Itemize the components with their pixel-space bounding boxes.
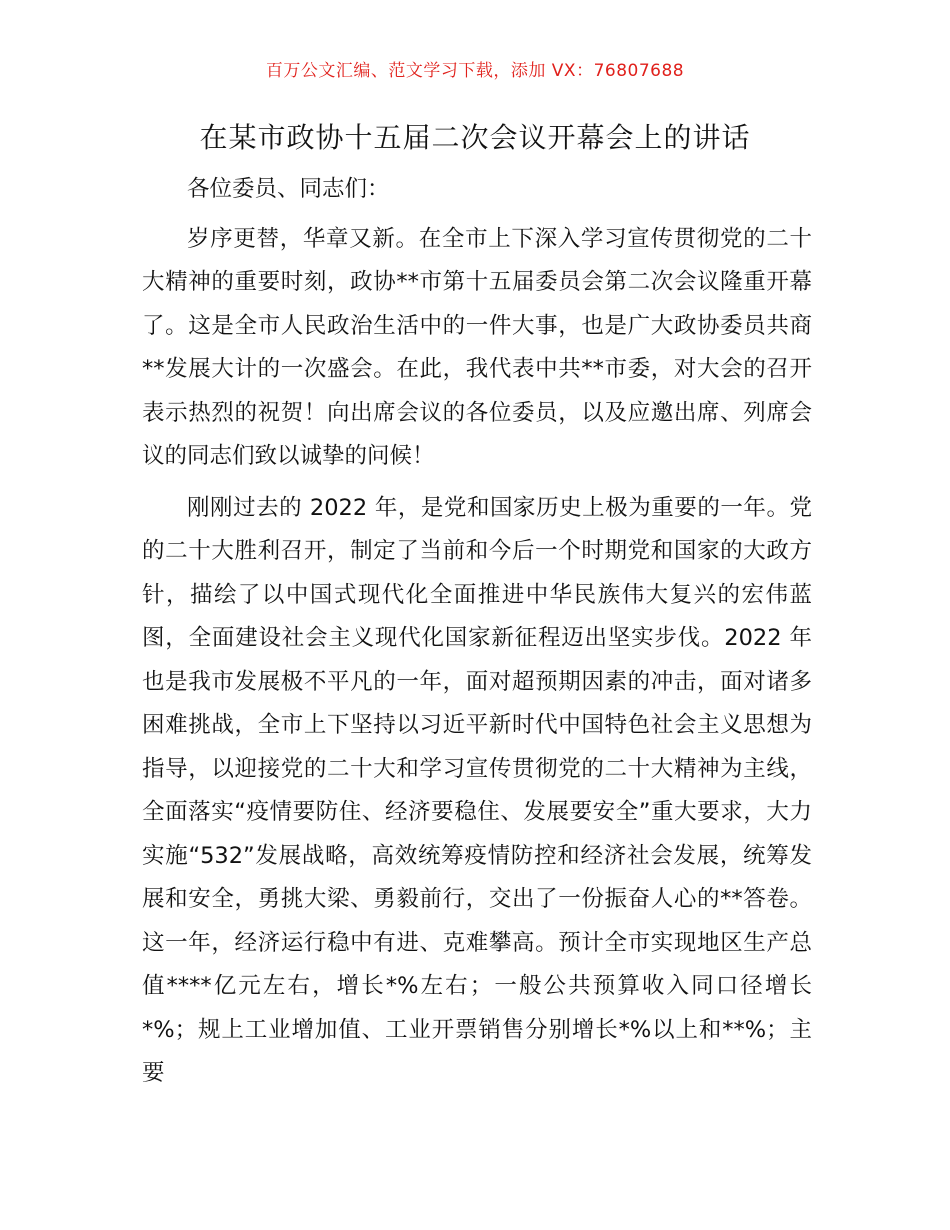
promo-header: 百万公文汇编、范文学习下载，添加 VX：76807688 [265,61,685,81]
document-title: 在某市政协十五届二次会议开幕会上的讲话 [199,121,751,154]
paragraph-2: 刚刚过去的 2022 年，是党和国家历史上极为重要的一年。党的二十大胜利召开，制定了当前和今后一个时期党和国家的大政方针，描绘了以中国式现代化全面推进中华民族伟大复兴的宏伟蓝图，全面建设社会主义现代化国家新征程迈出坚实步伐。2022 年也是我市发展极不平凡的一年，面对超预期因素的冲击，面对诸多困难挑战，全市上下坚持以习近平新时代中国特色社会主义思想为指导，以迎接党的二十大和学习宣传贯彻党的二十大精神为主线，全面落实“疫情要防住、经济要稳住、发展要安全”重大要求，大力实施“532”发展战略，高效统筹疫情防控和经济社会发展，统筹发展和安全，勇挑大梁、勇毅前行，交出了一份振奋人心的**答卷。这一年，经济运行稳中有进、克难攀高。预计全市实现地区生产总值****亿元左右，增长*%左右；一般公共预算收入同口径增长*%；规上工业增加值、工业开票销售分别增长*%以上和**%；主要 [142,494,812,1086]
paragraph-1: 岁序更替，华章又新。在全市上下深入学习宣传贯彻党的二十大精神的重要时刻，政协**市第十五届委员会第二次会议隆重开幕了。这是全市人民政治生活中的一件大事，也是广大政协委员共商**发展大计的一次盛会。在此，我代表中共**市委，对大会的召开表示热烈的祝贺！向出席会议的各位委员，以及应邀出席、列席会议的同志们致以诚挚的问候！ [142,225,812,469]
salutation: 各位委员、同志们： [187,176,390,202]
document-body [142,168,812,1096]
